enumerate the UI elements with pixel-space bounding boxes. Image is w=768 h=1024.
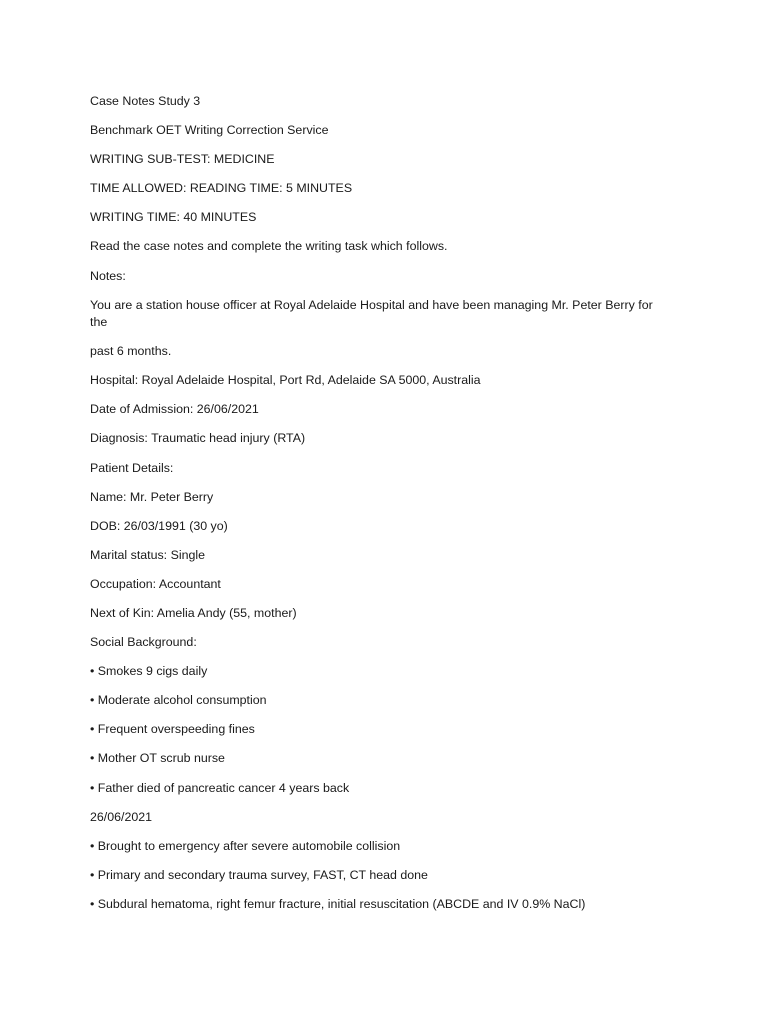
intro-text-part3: past 6 months.	[90, 344, 172, 359]
document-body	[90, 93, 680, 925]
social-background-heading: Social Background:	[90, 635, 197, 650]
document-title: Case Notes Study 3	[90, 94, 201, 108]
diagnosis-line: Diagnosis: Traumatic head injury (RTA)	[90, 431, 306, 446]
patient-name-line: Name: Mr. Peter Berry	[90, 489, 214, 504]
occupation-line: Occupation: Accountant	[90, 576, 221, 591]
social-background-item: • Moderate alcohol consumption	[90, 693, 267, 708]
next-of-kin-line: Next of Kin: Amelia Andy (55, mother)	[90, 606, 297, 620]
social-background-item: • Mother OT scrub nurse	[90, 751, 225, 766]
reading-time-line: TIME ALLOWED: READING TIME: 5 MINUTES	[90, 181, 353, 196]
service-name: Benchmark OET Writing Correction Service	[90, 123, 329, 138]
instruction-line: Read the case notes and complete the writing task which follows.	[90, 239, 448, 254]
hospital-line: Hospital: Royal Adelaide Hospital, Port Rd, Adelaide SA 5000, Australia	[90, 373, 481, 388]
entry-note-item: • Subdural hematoma, right femur fracture, initial resuscitation (ABCDE and IV 0.9% NaCl)	[90, 896, 586, 911]
entry-date: 26/06/2021	[90, 809, 153, 824]
subtest-line: WRITING SUB-TEST: MEDICINE	[90, 152, 275, 167]
intro-paragraph	[90, 297, 680, 332]
social-background-item: • Father died of pancreatic cancer 4 years back	[90, 780, 350, 795]
social-background-item: • Frequent overspeeding fines	[90, 722, 255, 737]
writing-time-line: WRITING TIME: 40 MINUTES	[90, 210, 257, 225]
entry-note-item: • Brought to emergency after severe automobile collision	[90, 838, 401, 853]
admission-date-line: Date of Admission: 26/06/2021	[90, 402, 259, 417]
intro-text-part2: the	[90, 315, 108, 330]
dob-line: DOB: 26/03/1991 (30 yo)	[90, 518, 228, 533]
entry-note-item: • Primary and secondary trauma survey, FAST, CT head done	[90, 867, 428, 882]
notes-heading: Notes:	[90, 268, 126, 283]
intro-text-part1: You are a station house officer at Royal Adelaide Hospital and have been managing Mr. Peter Berry for	[90, 297, 653, 312]
patient-details-heading: Patient Details:	[90, 460, 174, 475]
social-background-item: • Smokes 9 cigs daily	[90, 664, 208, 679]
marital-status-line: Marital status: Single	[90, 547, 206, 562]
